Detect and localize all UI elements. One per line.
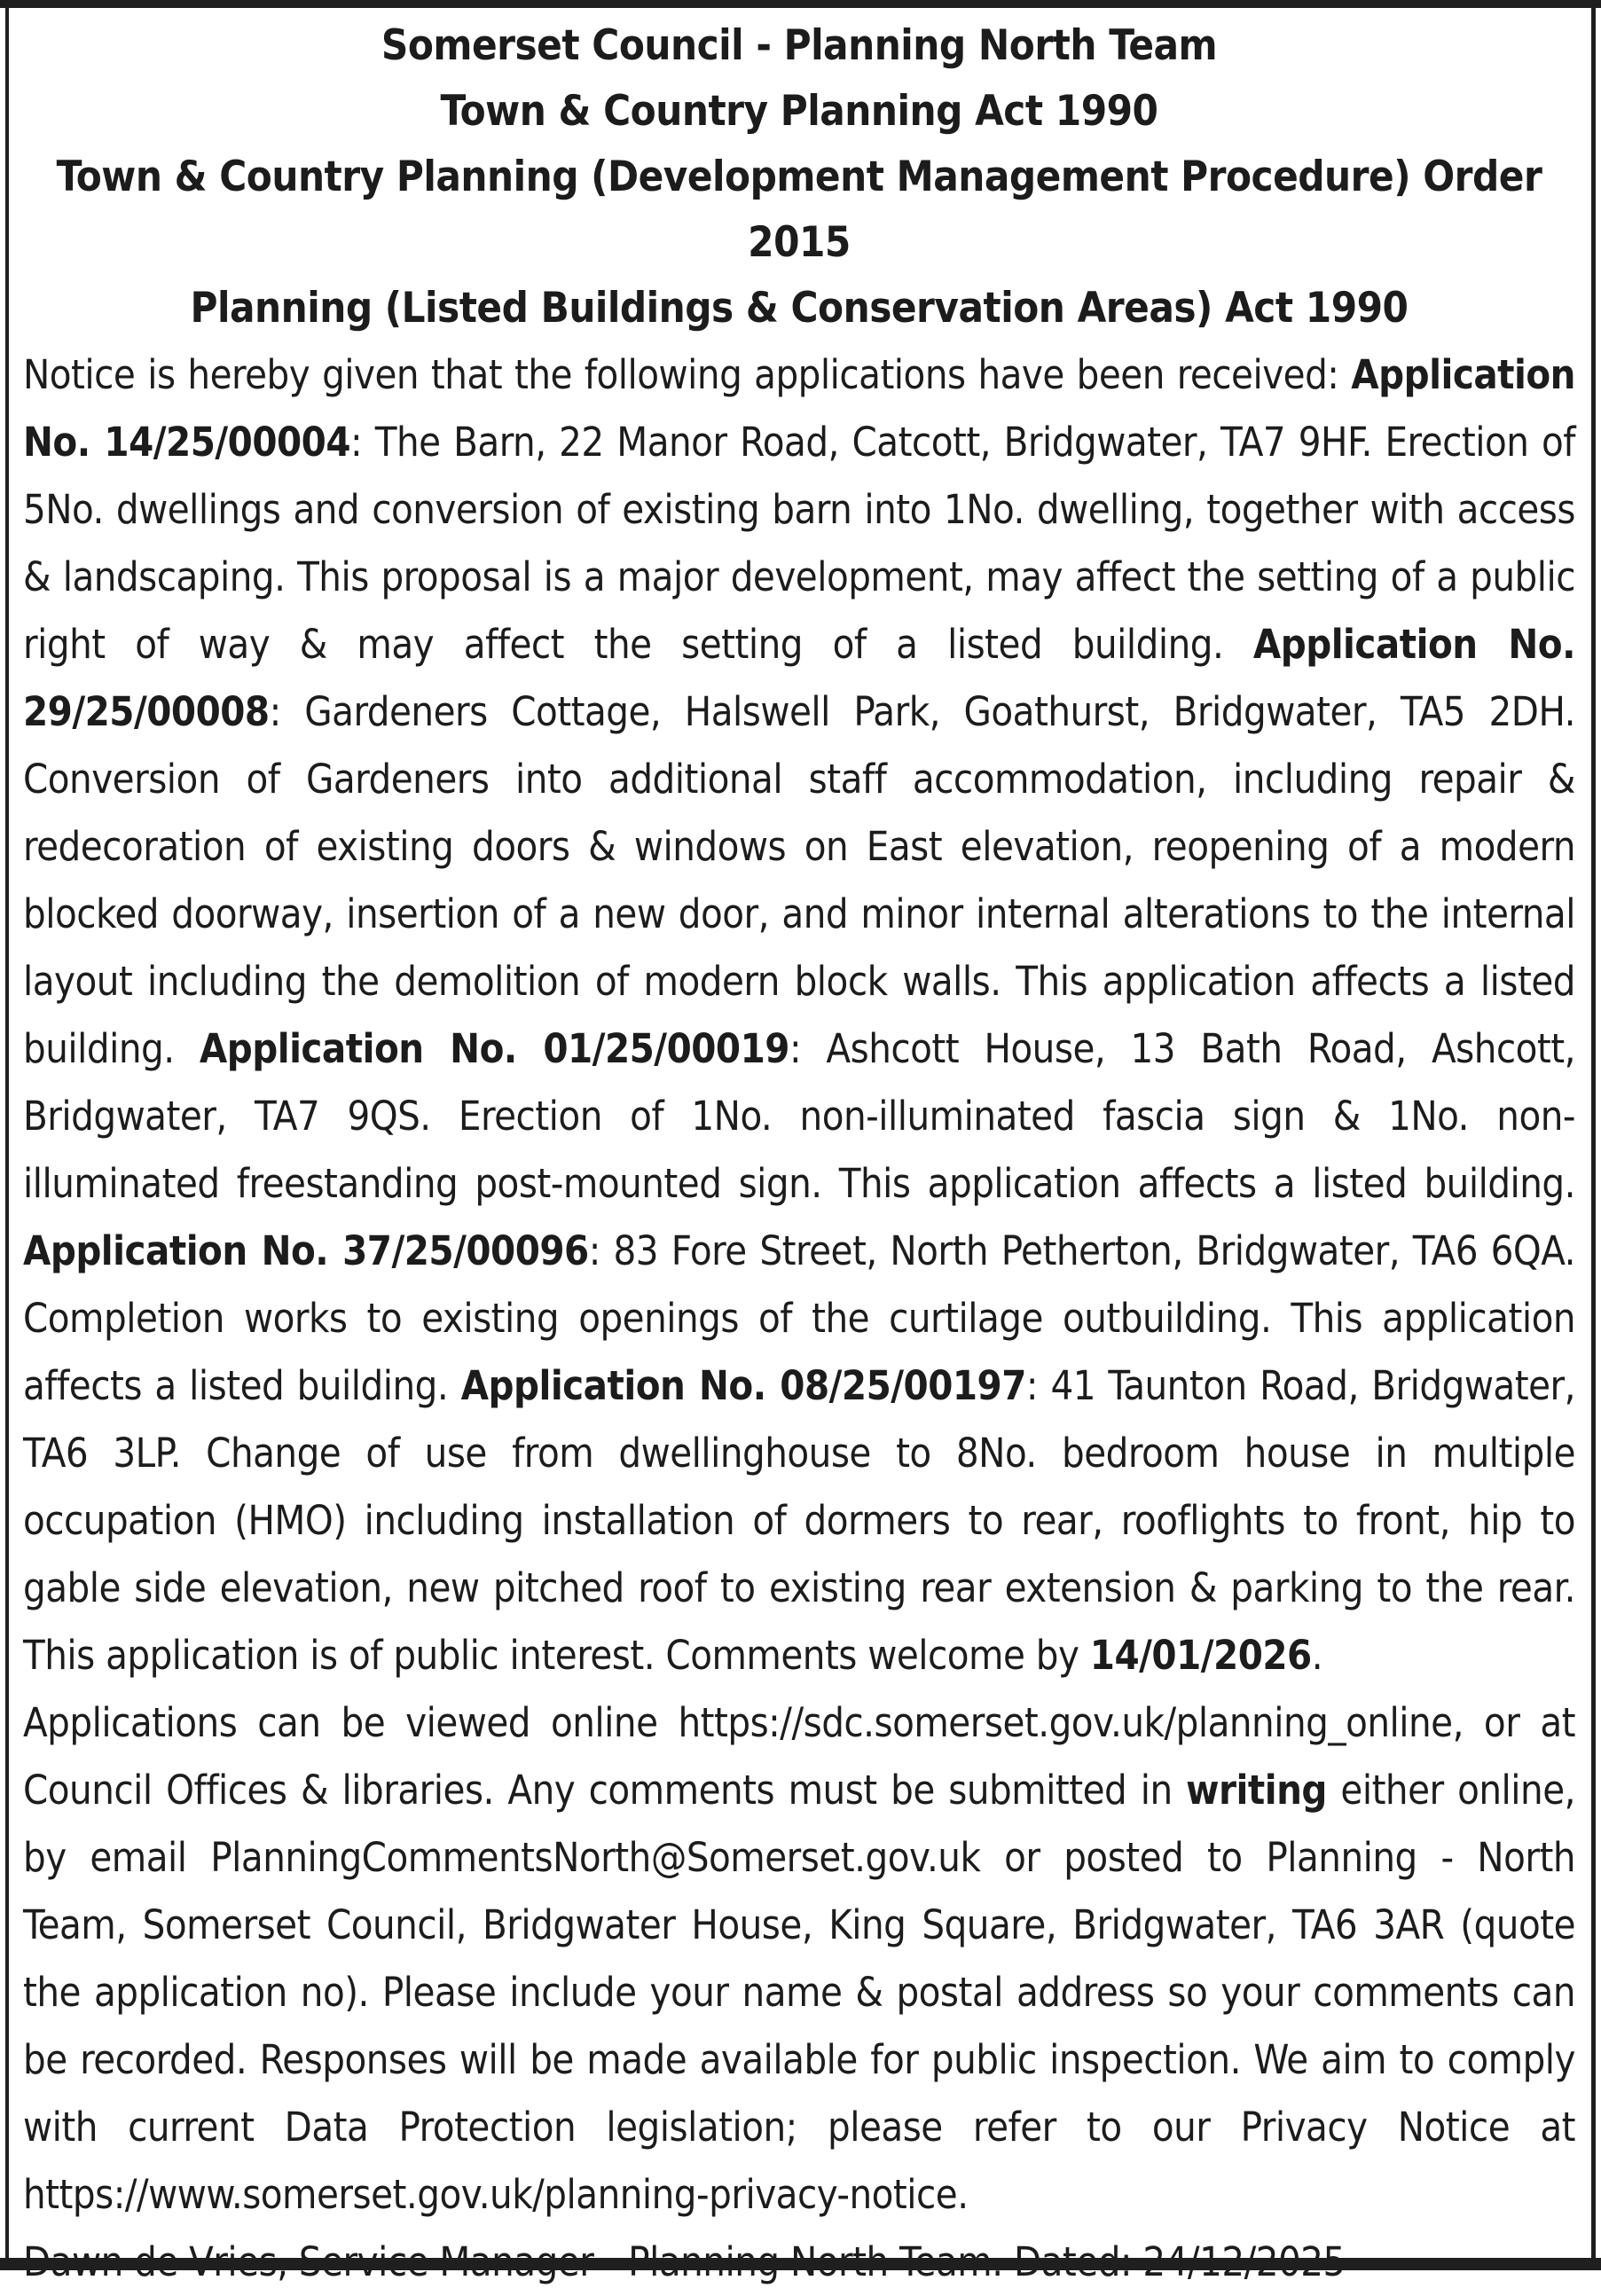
applications-paragraph-segment-2-bold: Application No. 14/25/00004 bbox=[23, 351, 1575, 466]
applications-paragraph-segment-11: : 41 Taunton Road, Bridgwater, TA6 3LP. Change of use from dwellinghouse to 8No. bedroom house in multiple occupation (HMO) including installation of dormers to rear, rooflights to front, hip to gable side elevation, new pitched roof to existing rear extension & parking to the rear. This application is of public interest. Comments welcome by bbox=[23, 1362, 1576, 1679]
how-to-comment-paragraph-segment-3: either online, by email PlanningCommentsNorth@Somerset.gov.uk or posted to Planning - North Team, Somerset Council, Bridgwater House, King Square, Bridgwater, TA6 3AR (quote the application no). Please include your name & postal address so your comments can be recorded. Responses will be made available for public inspection. We aim to comply with current Data Protection legislation; please refer to our Privacy Notice at https://www.somerset.gov.uk/planning-privacy-notice. bbox=[23, 1767, 1575, 2218]
bottom-border-rule bbox=[0, 2258, 1601, 2270]
planning-notice bbox=[5, 8, 1596, 2258]
top-border-rule bbox=[0, 0, 1601, 8]
how-to-comment-paragraph-segment-2-bold: writing bbox=[1186, 1767, 1327, 1814]
applications-paragraph bbox=[23, 341, 1575, 1689]
applications-paragraph-segment-9: : 83 Fore Street, North Petherton, Bridgwater, TA6 6QA. Completion works to existing openings of the curtilage outbuilding. This application affects a listed building. bbox=[23, 1227, 1576, 1409]
applications-paragraph-segment-12-bold: 14/01/2026 bbox=[1089, 1632, 1312, 1679]
applications-paragraph-segment-7: : Ashcott House, 13 Bath Road, Ashcott, Bridgwater, TA7 9QS. Erection of 1No. non-illuminated fascia sign & 1No. non-illuminated freestanding post-mounted sign. This application affects a listed building. bbox=[23, 1025, 1575, 1207]
applications-paragraph-segment-5: : Gardeners Cottage, Halswell Park, Goathurst, Bridgwater, TA5 2DH. Conversion of Gardeners into additional staff accommodation, including repair & redecoration of existing doors & windows on East elevation, reopening of a modern blocked doorway, insertion of a new door, and minor internal alterations to the internal layout including the demolition of modern block walls. This application affects a listed building. bbox=[23, 688, 1575, 1072]
header-line-1: Somerset Council - Planning North Team bbox=[381, 21, 1218, 70]
header-line-4: Planning (Listed Buildings & Conservation Areas) Act 1990 bbox=[190, 284, 1409, 333]
applications-paragraph-segment-6-bold: Application No. 01/25/00019 bbox=[199, 1025, 789, 1072]
how-to-comment-paragraph bbox=[23, 1689, 1575, 2229]
applications-paragraph-segment-4-bold: Application No. 29/25/00008 bbox=[23, 621, 1575, 735]
applications-paragraph-segment-13: . bbox=[1311, 1632, 1323, 1679]
applications-paragraph-segment-1: Notice is hereby given that the following applications have been received: bbox=[23, 351, 1352, 398]
how-to-comment-paragraph-segment-1: Applications can be viewed online https://sdc.somerset.gov.uk/planning_online, or at Council Offices & libraries. Any comments must be submitted in bbox=[23, 1699, 1575, 1814]
header-line-2: Town & Country Planning Act 1990 bbox=[440, 87, 1158, 136]
applications-paragraph-segment-10-bold: Application No. 08/25/00197 bbox=[460, 1362, 1026, 1409]
applications-paragraph-segment-8-bold: Application No. 37/25/00096 bbox=[23, 1227, 589, 1274]
notice-header bbox=[23, 13, 1575, 341]
header-line-3: Town & Country Planning (Development Management Procedure) Order 2015 bbox=[56, 153, 1542, 267]
notice-body bbox=[23, 341, 1575, 2296]
applications-paragraph-segment-3: : The Barn, 22 Manor Road, Catcott, Bridgwater, TA7 9HF. Erection of 5No. dwellings and conversion of existing barn into 1No. dwelling, together with access & landscaping. This proposal is a major development, may affect the setting of a public right of way & may affect the setting of a listed building. bbox=[23, 419, 1575, 668]
